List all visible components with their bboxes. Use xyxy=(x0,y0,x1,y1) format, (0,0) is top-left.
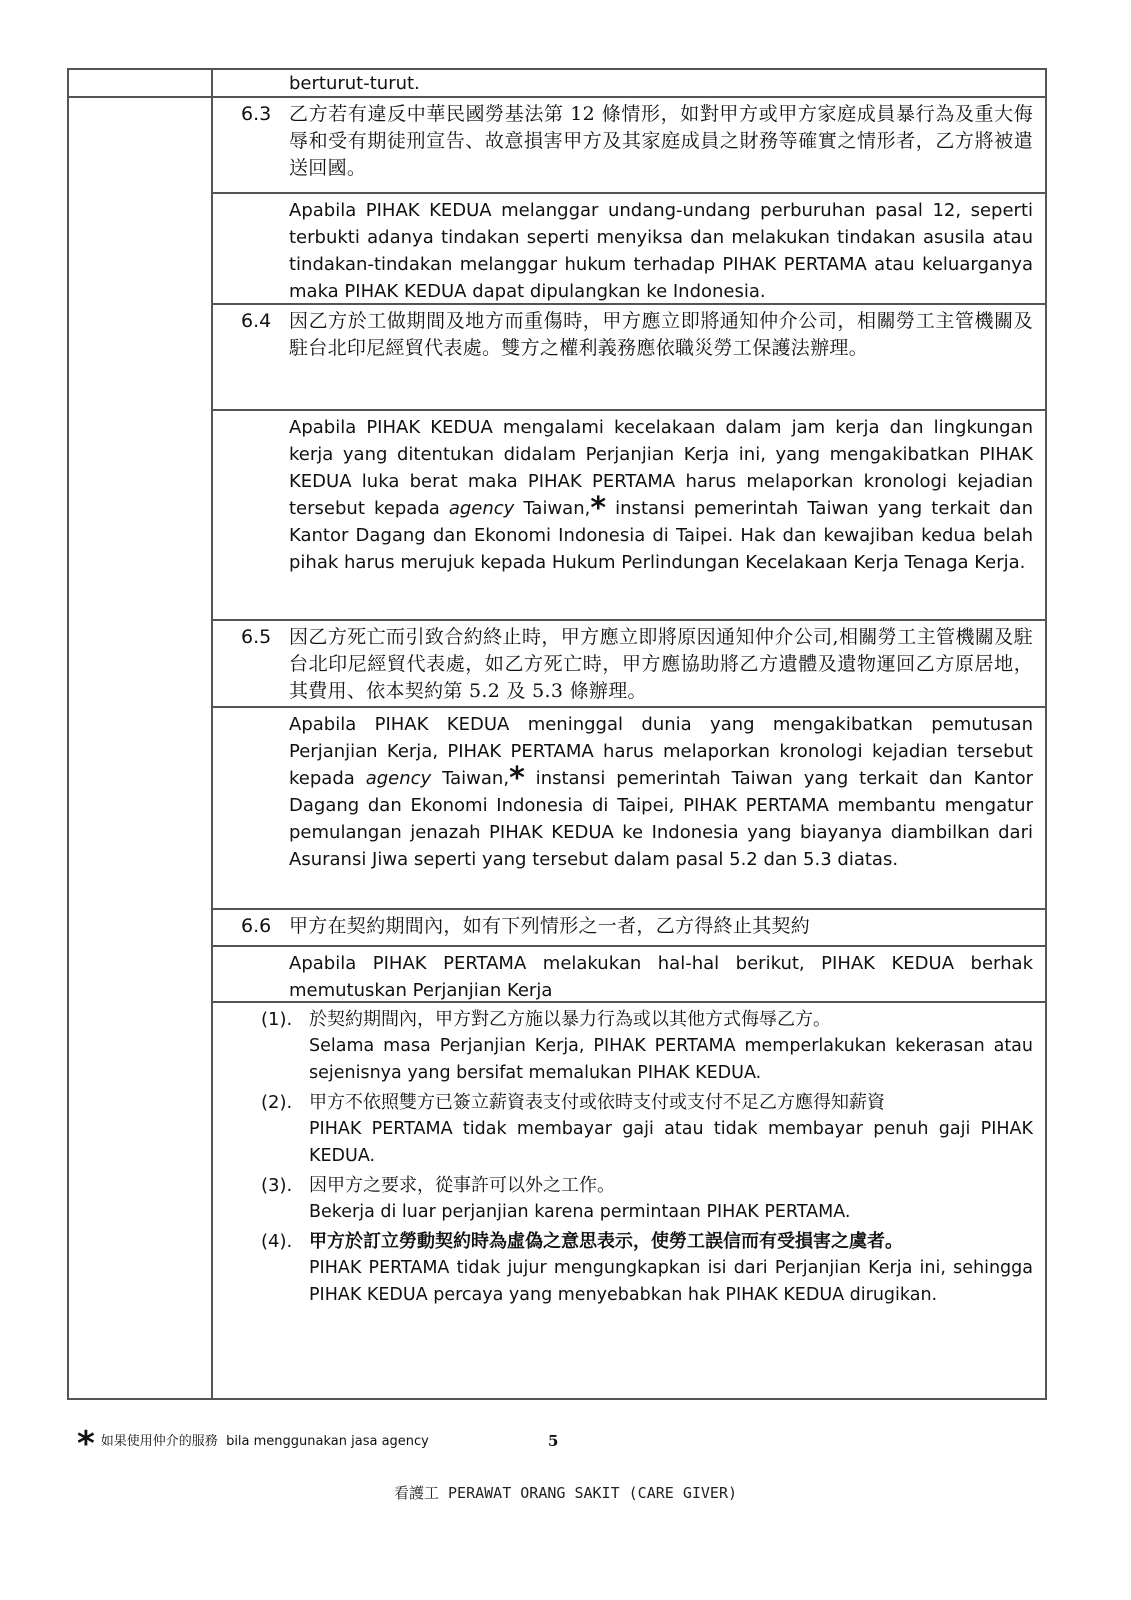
contract-table xyxy=(67,68,1047,1400)
asterisk-icon: * xyxy=(590,491,607,526)
table-row xyxy=(68,69,1046,97)
table-row xyxy=(68,909,1046,946)
content-cell xyxy=(212,620,1046,707)
content-cell xyxy=(212,69,1046,97)
list-item: (2). 甲方不依照雙方已簽立薪資表支付或依時支付或支付不足乙方應得知薪資 PIHAK PERTAMA tidak membayar gaji atau tidak membayar penuh gaji PIHAK KEDUA. xyxy=(261,1092,1033,1166)
content-cell xyxy=(212,193,1046,304)
clause-6-6-indonesian: Apabila PIHAK PERTAMA melakukan hal-hal berikut, PIHAK KEDUA berhak memutuskan Perjanjian Kerja xyxy=(289,953,1033,1001)
footnote: * 如果使用仲介的服務 bila menggunakan jasa agency xyxy=(77,1424,429,1464)
table-row xyxy=(68,707,1046,909)
left-column-cell xyxy=(68,69,212,97)
left-column-cell xyxy=(68,97,212,1399)
clause-6-4-chinese: 因乙方於工做期間及地方而重傷時，甲方應立即將通知仲介公司，相關勞工主管機關及駐台北印尼經貿代表處。雙方之權利義務應依職災勞工保護法辦理。 xyxy=(289,310,1033,359)
table-row xyxy=(68,946,1046,1002)
table-row xyxy=(68,410,1046,620)
content-cell xyxy=(212,946,1046,1002)
content-cell xyxy=(212,909,1046,946)
asterisk-icon: * xyxy=(77,1424,95,1464)
content-cell xyxy=(212,410,1046,620)
clause-number: 6.6 xyxy=(241,915,272,937)
agency-term: agency xyxy=(448,498,515,519)
clause-6-5-indonesian: Apabila PIHAK KEDUA meninggal dunia yang mengakibatkan pemutusan Perjanjian Kerja, PIHAK PERTAMA harus melaporkan kronologi kejadian tersebut kepada agency Taiwan,* instansi pemerintah Taiwan yang terkait dan Kantor Dagang dan Ekonomi Indonesia di Taipei, PIHAK PERTAMA membantu mengatur pemulangan jenazah PIHAK KEDUA ke Indonesia yang biayanya diambilkan dari Asuransi Jiwa seperti yang tersebut dalam pasal 5.2 dan 5.3 diatas. xyxy=(289,714,1034,870)
content-cell xyxy=(212,304,1046,410)
content-cell xyxy=(212,97,1046,193)
clause-6-4-indonesian: Apabila PIHAK KEDUA mengalami kecelakaan dalam jam kerja dan lingkungan kerja yang ditentukan didalam Perjanjian Kerja ini, yang mengakibatkan PIHAK KEDUA luka berat maka PIHAK PERTAMA harus melaporkan kronologi kejadian tersebut kepada agency Taiwan,* instansi pemerintah Taiwan yang terkait dan Kantor Dagang dan Ekonomi Indonesia di Taipei. Hak dan kewajiban kedua belah pihak harus merujuk kepada Hukum Perlindungan Kecelakaan Kerja Tenaga Kerja. xyxy=(289,417,1033,573)
termination-items-list xyxy=(213,1003,1045,1398)
clause-6-3-indonesian: Apabila PIHAK KEDUA melanggar undang-undang perburuhan pasal 12, seperti terbukti adanya tindakan seperti menyiksa dan melakukan tindakan asusila atau tindakan-tindakan melanggar hukum terhadap PIHAK PERTAMA atau keluarganya maka PIHAK KEDUA dapat dipulangkan ke Indonesia. xyxy=(289,200,1033,302)
list-item: (1). 於契約期間內，甲方對乙方施以暴力行為或以其他方式侮辱乙方。 Selama masa Perjanjian Kerja, PIHAK PERTAMA memperlakukan kekerasan atau sejenisnya yang bersifat memalukan PIHAK KEDUA. xyxy=(261,1009,1033,1083)
clause-number: 6.5 xyxy=(241,626,272,648)
table-row xyxy=(68,620,1046,707)
table-row xyxy=(68,304,1046,410)
table-row xyxy=(68,97,1046,193)
clause-number: 6.4 xyxy=(241,310,272,332)
list-item: (3). 因甲方之要求，從事許可以外之工作。 Bekerja di luar perjanjian karena permintaan PIHAK PERTAMA. xyxy=(261,1175,851,1222)
clause-6-3-chinese: 乙方若有違反中華民國勞基法第 12 條情形，如對甲方或甲方家庭成員暴行為及重大侮辱和受有期徒刑宣告、故意損害甲方及其家庭成員之財務等確實之情形者，乙方將被遣送回國。 xyxy=(289,103,1033,179)
clause-6-5-chinese: 因乙方死亡而引致合約終止時，甲方應立即將原因通知仲介公司,相關勞工主管機關及駐台北印尼經貿代表處，如乙方死亡時，甲方應協助將乙方遺體及遺物運回乙方原居地，其費用、依本契約第 5.2 及 5.3 條辦理。 xyxy=(289,626,1033,702)
continued-text: berturut-turut. xyxy=(289,73,420,94)
table-row xyxy=(68,193,1046,304)
asterisk-icon: * xyxy=(509,761,525,796)
table-row xyxy=(68,1002,1046,1399)
content-cell xyxy=(212,707,1046,909)
clause-6-6-chinese: 甲方在契約期間內，如有下列情形之一者，乙方得終止其契約 xyxy=(289,915,811,937)
document-footer-title: 看護工 PERAWAT ORANG SAKIT (CARE GIVER) xyxy=(393,1484,737,1502)
list-item: (4). 甲方於訂立勞動契約時為虛偽之意思表示，使勞工誤信而有受損害之虞者。 PIHAK PERTAMA tidak jujur mengungkapkan isi dari Perjanjian Kerja ini, sehingga PIHAK KEDUA percaya yang menyebabkan hak PIHAK KEDUA dirugikan. xyxy=(261,1231,1033,1305)
clause-number: 6.3 xyxy=(241,103,272,125)
page-number: 5 xyxy=(548,1432,559,1450)
agency-term: agency xyxy=(365,768,432,789)
content-cell xyxy=(212,1002,1046,1399)
